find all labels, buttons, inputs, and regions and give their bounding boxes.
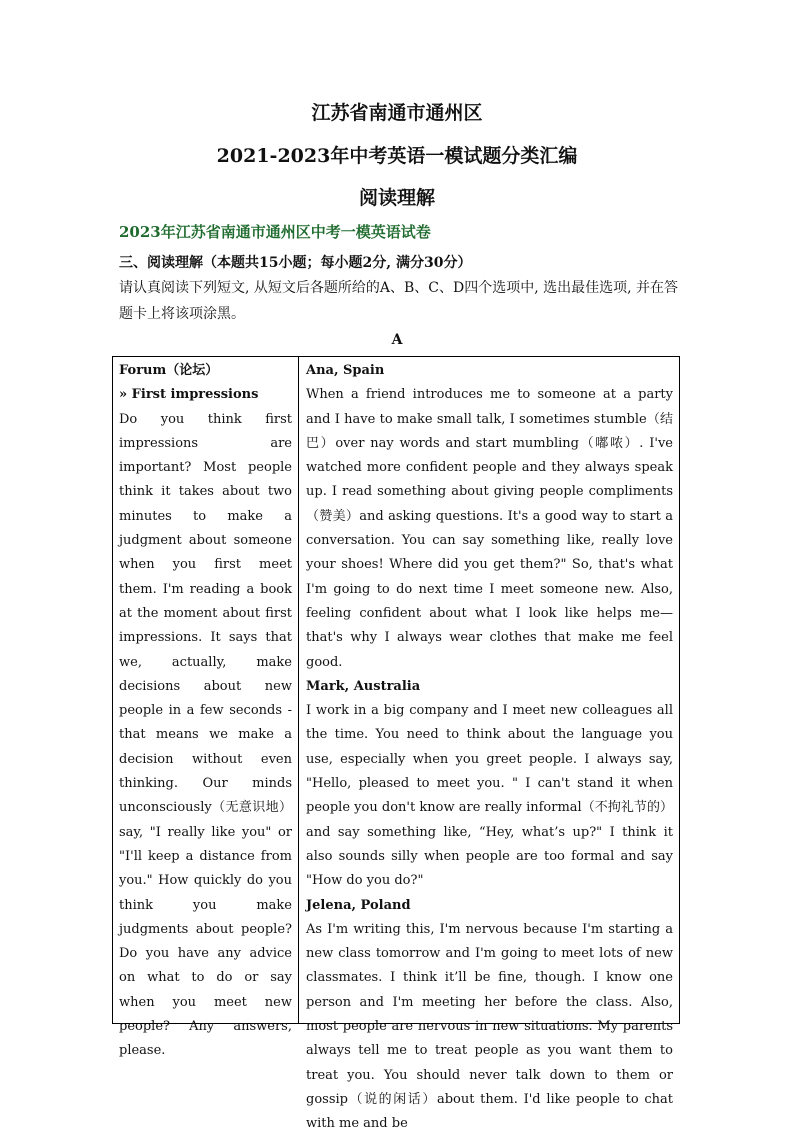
instruction-text: 请认真阅读下列短文, 从短文后各题所给的A、B、C、D四个选项中, 选出最佳选项, 并在答题卡上将该项涂黑。 xyxy=(119,280,679,322)
document-topic: 阅读理解 xyxy=(358,187,435,209)
forum-title: Forum（论坛） xyxy=(119,363,219,378)
reply-text: When a friend introduces me to someone at a party and I have to make small talk, I sometimes stumble（结巴）over nay words and start mumbling（嘟哝）. I've watched more confident people and they always speak up. I read something about giving people compliments（赞美）and asking questions. It's a good way to start a conversation. You can say something like, really love your shoes! Where did you get them?" So, that's what I'm going to do next time I meet someone new. Also, feeling confident about what I look like helps me— that's why I always wear clothes that make me feel good. xyxy=(306,387,673,670)
section-heading: 三、阅读理解（本题共15小题；每小题2分, 满分30分） xyxy=(119,255,472,271)
forum-subheading: » First impressions xyxy=(119,387,259,403)
forum-replies-cell xyxy=(299,357,679,1132)
passage-label: A xyxy=(391,332,403,348)
reply-author: Ana, Spain xyxy=(306,363,385,378)
reply-author: Mark, Australia xyxy=(306,678,421,694)
reply-text: As I'm writing this, I'm nervous because I'm starting a new class tomorrow and I'm going to meet lots of new classmates. I think it’ll be fine, though. I know one person and I'm meeting her before the class. Also, most people are nervous in new situations. My parents always tell me to treat people as you want them to treat you. You should never talk down to them or gossip（说的闲话）about them. I'd like people to chat with me and be xyxy=(306,921,673,1132)
reply-text: I work in a big company and I meet new colleagues all the time. You need to think about the language you use, especially when you greet people. I always say, "Hello, pleased to meet you. " I can't stand it when people you don't know are really informal（不拘礼节的）and say something like, “Hey, what’s up?" I think it also sounds silly when people are too formal and say "How do you do?" xyxy=(306,703,673,889)
forum-question-cell xyxy=(113,357,299,1059)
reply-author: Jelena, Poland xyxy=(306,897,411,913)
document-subtitle: 2021-2023年中考英语一模试题分类汇编 xyxy=(216,145,578,167)
section-title: 2023年江苏省南通市通州区中考一模英语试卷 xyxy=(119,223,431,241)
document-title: 江苏省南通市通州区 xyxy=(311,102,483,124)
forum-table xyxy=(112,356,680,1132)
forum-question-text: Do you think first impressions are important? Most people think it takes about two minutes to make a judgment about someone when you first meet them. I'm reading a book at the moment about first impressions. It says that we, actually, make decisions about new people in a few seconds -that means we make a decision without even thinking. Our minds unconsciously（无意识地）say, "I really like you" or "I'll keep a distance from you." How quickly do you think you make judgments about people? Do you have any advice on what to do or say when you meet new people? Any answers, please. xyxy=(119,411,292,1059)
